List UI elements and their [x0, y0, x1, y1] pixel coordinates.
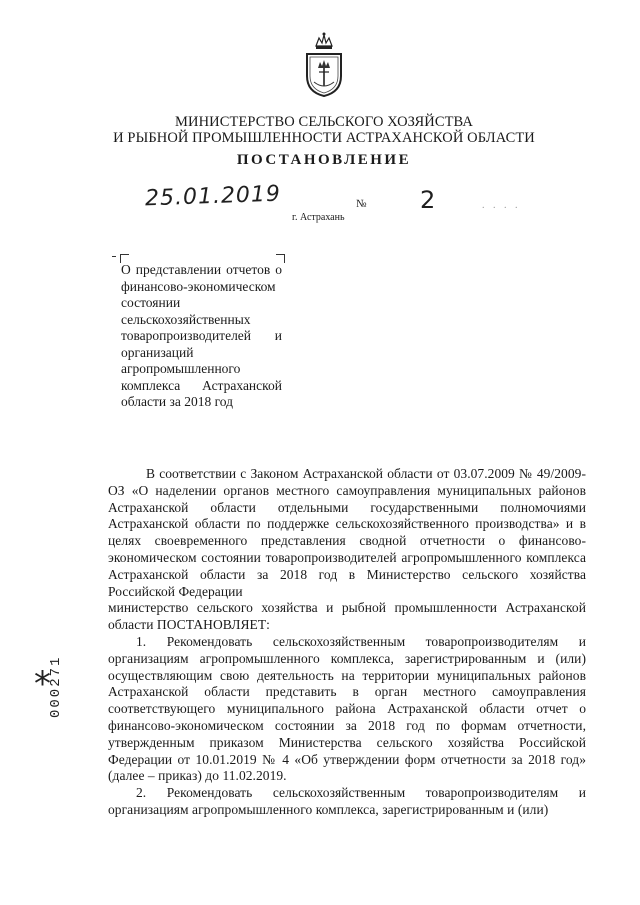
document-body — [108, 466, 586, 819]
ministry-name-line1: МИНИСТЕРСТВО СЕЛЬСКОГО ХОЗЯЙСТВА — [175, 114, 473, 130]
ministry-name — [100, 114, 548, 146]
coat-of-arms-icon — [299, 30, 349, 100]
handwritten-date: 25.01.2019 — [144, 181, 282, 212]
resolution-paragraph: министерство сельского хозяйства и рыбной промышленности Астраханской области ПОСТАНОВЛЯЕТ: — [108, 600, 586, 633]
city-label: г. Астрахань — [292, 212, 345, 223]
margin-tick — [112, 256, 116, 257]
margin-star: * — [34, 664, 51, 704]
document-type: ПОСТАНОВЛЕНИЕ — [236, 152, 412, 168]
item-1-paragraph: 1. Рекомендовать сельскохозяйственным товаропроизводителям и организациям агропромышленного комплекса, зарегистрированным и (или) осуществляющим свою деятельность на территории муниципальных районов Астраханской области представить в орган местного самоуправления соответствующего муниципального района Астраханской области отчет о финансово-экономическом состоянии за 2018 год по формам отчетности, утвержденным приказом Министерства сельского хозяйства Российской Федерации от 10.01.2019 № 4 «Об утверждении форм отчетности за 2018 год» (далее – приказ) до 11.02.2019. — [108, 633, 586, 784]
margin-registration-code: 000271 — [48, 655, 64, 718]
scan-noise: . . . . — [482, 200, 521, 211]
preamble-paragraph: В соответствии с Законом Астраханской области от 03.07.2009 № 49/2009-ОЗ «О наделении органов местного самоуправления муниципальных районов Астраханской области отдельными государственными полномочиями Астраханской области по поддержке сельскохозяйственного производства» и в целях своевременного представления сводной отчетности о финансово-экономическом состоянии товаропроизводителей агропромышленного комплекса Астраханской области за 2018 год в Министерство сельского хозяйства Российской Федерации — [108, 466, 586, 599]
handwritten-number: 2 — [420, 186, 436, 214]
item-2-paragraph: 2. Рекомендовать сельскохозяйственным товаропроизводителям и организациям агропромышленного комплекса, зарегистрированным и (или) — [108, 785, 586, 817]
number-sign: № — [356, 198, 367, 210]
ministry-name-line2: И РЫБНОЙ ПРОМЫШЛЕННОСТИ АСТРАХАНСКОЙ ОБЛАСТИ — [113, 130, 535, 146]
document-subject: О представлении отчетов о финансово-экономическом состоянии сельскохозяйственных товаропроизводителей и организаций агропромышленного комплекса Астраханской области за 2018 год — [121, 262, 282, 409]
